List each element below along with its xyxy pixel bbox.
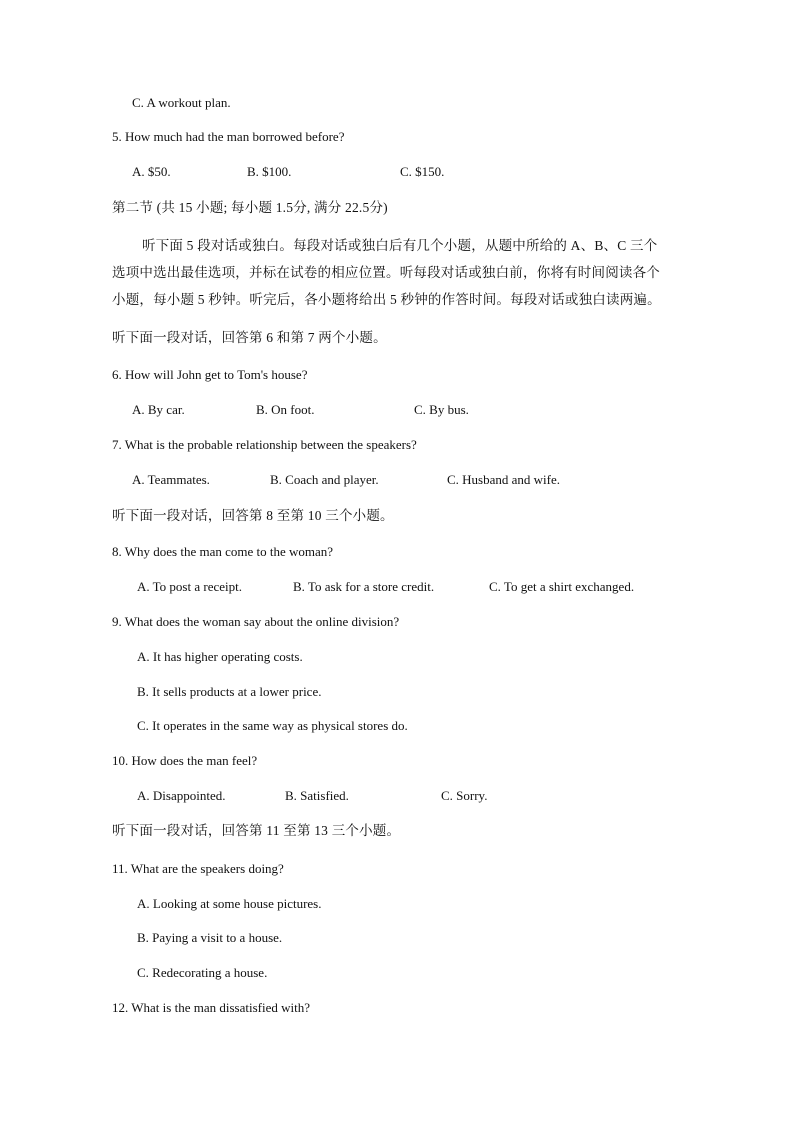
dialogue-intro-8-10: 听下面一段对话，回答第 8 至第 10 三个小题。 [112,508,394,523]
q10-option-b: B. Satisfied. [285,788,349,803]
q4-option-c: C. A workout plan. [132,95,231,110]
question-5: 5. How much had the man borrowed before? [112,129,345,144]
q6-option-a: A. By car. [132,402,185,417]
q11-option-c: C. Redecorating a house. [137,965,268,980]
question-7: 7. What is the probable relationship between the speakers? [112,437,417,452]
instructions-line-2: 选项中选出最佳选项，并标在试卷的相应位置。听每段对话或独白前，你将有时间阅读各个 [112,265,660,280]
question-6: 6. How will John get to Tom's house? [112,367,308,382]
q6-option-c: C. By bus. [414,402,469,417]
q7-option-b: B. Coach and player. [270,472,379,487]
q10-option-a: A. Disappointed. [137,788,226,803]
question-11: 11. What are the speakers doing? [112,861,284,876]
question-12: 12. What is the man dissatisfied with? [112,1000,310,1015]
q9-option-b: B. It sells products at a lower price. [137,684,322,699]
section-2-heading: 第二节 (共 15 小题; 每小题 1.5分, 满分 22.5分) [112,200,388,215]
q5-option-a: A. $50. [132,164,171,179]
question-10: 10. How does the man feel? [112,753,258,768]
instructions-line-3: 小题，每小题 5 秒钟。听完后，各小题将给出 5 秒钟的作答时间。每段对话或独白读两遍。 [112,292,661,307]
dialogue-intro-11-13: 听下面一段对话，回答第 11 至第 13 三个小题。 [112,823,401,838]
q8-option-c: C. To get a shirt exchanged. [489,579,635,594]
question-9: 9. What does the woman say about the online division? [112,614,400,629]
q8-option-a: A. To post a receipt. [137,579,242,594]
q11-option-b: B. Paying a visit to a house. [137,930,283,945]
question-8: 8. Why does the man come to the woman? [112,544,334,559]
q9-option-c: C. It operates in the same way as physical stores do. [137,718,408,733]
q5-option-b: B. $100. [247,164,292,179]
q11-option-a: A. Looking at some house pictures. [137,896,322,911]
q7-option-c: C. Husband and wife. [447,472,561,487]
q7-option-a: A. Teammates. [132,472,210,487]
dialogue-intro-6-7: 听下面一段对话，回答第 6 和第 7 两个小题。 [112,330,387,345]
instructions-line-1: 听下面 5 段对话或独白。每段对话或独白后有几个小题，从题中所给的 A、B、C 三个 [142,238,658,253]
q10-option-c: C. Sorry. [441,788,488,803]
q8-option-b: B. To ask for a store credit. [293,579,435,594]
q9-option-a: A. It has higher operating costs. [137,649,303,664]
q5-option-c: C. $150. [400,164,445,179]
q6-option-b: B. On foot. [256,402,315,417]
